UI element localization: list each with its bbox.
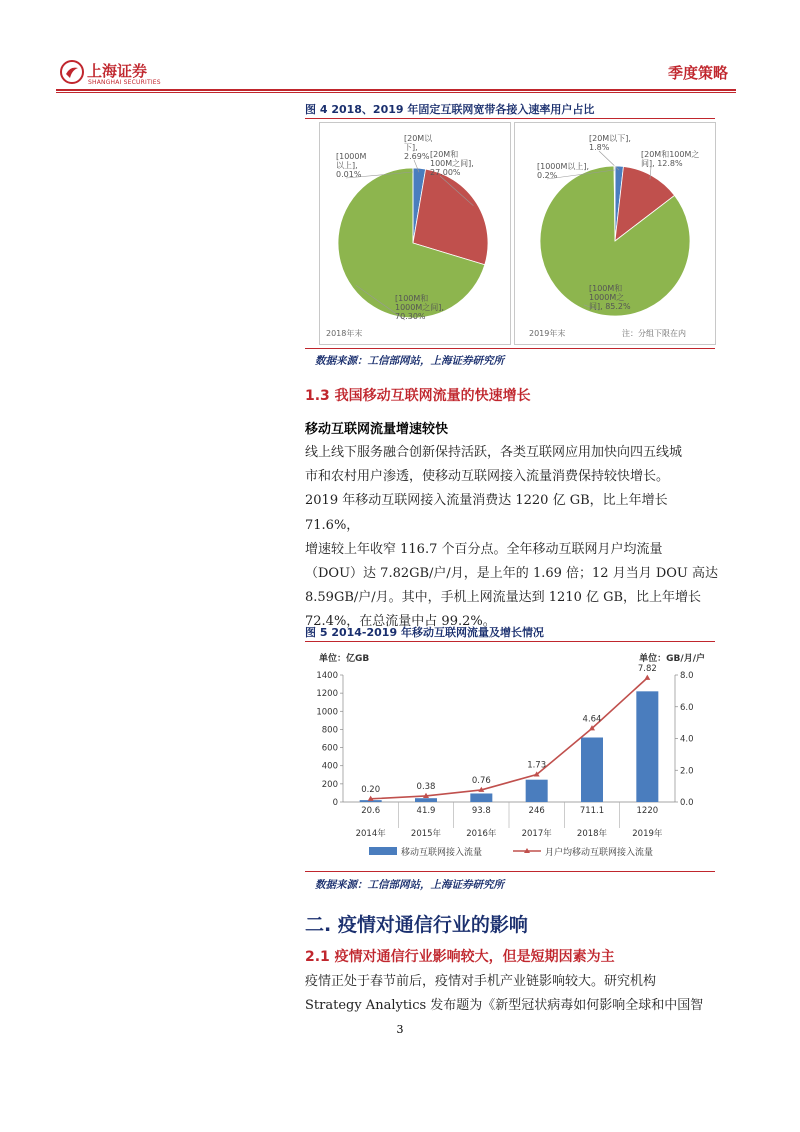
pie-slice-label: [404, 134, 433, 161]
left-tick-label: 200: [321, 779, 338, 790]
traffic-combo-chart: [305, 645, 715, 867]
bar: [470, 793, 492, 802]
line-value-label: 7.82: [637, 663, 657, 674]
paragraph-line: Strategy Analytics 发布题为《新型冠状病毒如何影响全球和中国智: [305, 998, 704, 1014]
paragraph-line: 2019 年移动互联网接入流量消费达 1220 亿 GB，比上年增长 71.6%，: [305, 493, 668, 533]
legend-bar-swatch: [369, 847, 397, 855]
logo: [60, 58, 170, 88]
line-value-label: 0.38: [416, 781, 436, 792]
bar-value-label: 93.8: [471, 806, 491, 816]
pie-slice-label-line: 70.30%: [395, 312, 426, 321]
bar: [581, 737, 603, 802]
pie-2018-year-label: 2018年末: [326, 329, 363, 338]
pie-slice-label-line: [1000M以上],: [537, 162, 590, 171]
pie-slice-label-line: 0.2%: [537, 171, 558, 180]
bar-value-label: 41.9: [416, 806, 436, 816]
paragraph-line: 8.59GB/户/月。其中，手机上网流量达到 1210 亿 GB，比上年增长: [305, 590, 702, 606]
line-series: [371, 678, 648, 799]
right-tick-label: 6.0: [680, 702, 694, 713]
bar-value-label: 711.1: [579, 806, 605, 816]
pie-slice-label-line: 2.69%: [404, 152, 430, 161]
pie-2019-svg: [515, 123, 715, 344]
line-point: [644, 675, 650, 680]
pie-2019-year-label: 2019年末: [529, 329, 566, 338]
category-label: 2019年: [632, 829, 663, 839]
pie-slice-label: [589, 134, 631, 152]
left-tick-label: 800: [321, 725, 338, 736]
figure4-caption: 图 4 2018、2019 年固定互联网宽带各接入速率用户占比: [305, 103, 595, 116]
pie-slice-label-line: 以上],: [336, 161, 358, 170]
header-rule-thin: [56, 92, 736, 93]
left-tick-label: 1000: [316, 707, 338, 718]
category-label: 2017年: [521, 829, 552, 839]
paragraph-line: 72.4%，在总流量中占 99.2%。: [305, 614, 496, 630]
pie-slice-label-line: [20M和: [430, 150, 459, 159]
figure4-source-rule: [305, 348, 715, 349]
pie-slice-label-line: [100M和: [395, 294, 429, 303]
pie-slice-label-line: 1.8%: [589, 143, 610, 152]
pie-slice-label-line: [20M以下],: [589, 134, 631, 143]
bar: [415, 798, 437, 802]
paragraph-line: 线上线下服务融合创新保持活跃，各类互联网应用加快向四五线城: [305, 445, 683, 460]
paragraph-line: 市和农村用户渗透，使移动互联网接入流量消费保持较快增长。: [305, 469, 670, 485]
figure5-source: 数据来源：工信部网站，上海证券研究所: [315, 879, 504, 891]
pie-slice-label-line: 1000M之间],: [395, 303, 444, 312]
bar-value-label: 246: [528, 806, 545, 816]
line-value-label: 0.20: [361, 784, 381, 795]
pie-slice-label: [641, 149, 699, 168]
left-tick-label: 600: [321, 743, 338, 754]
right-axis-unit: 单位：GB/月/户: [639, 654, 705, 664]
line-value-label: 0.76: [471, 775, 491, 786]
pie-slice-label: [336, 152, 366, 179]
legend-bar-label: 移动互联网接入流量: [401, 848, 483, 858]
left-tick-label: 1400: [316, 671, 338, 681]
pie-slice-label-line: 间], 12.8%: [641, 159, 683, 168]
pie-slice-label-line: [100M和: [589, 284, 623, 293]
pie-chart-2019: [514, 122, 716, 345]
section-1-3-paragraph: [305, 441, 725, 635]
right-tick-label: 2.0: [680, 766, 694, 777]
logo-english: SHANGHAI SECURITIES: [88, 79, 161, 86]
pie-slice-label-line: 27.00%: [430, 168, 461, 177]
section-2-1-paragraph: [305, 970, 725, 1018]
header-rule: [56, 89, 736, 91]
bar: [526, 780, 548, 802]
left-tick-label: 1200: [316, 689, 338, 700]
figure5-rule: [305, 641, 715, 642]
paragraph-line: 疫情正处于春节前后，疫情对手机产业链影响较大。研究机构: [305, 974, 657, 989]
pie-slice-label-line: [1000M: [336, 152, 367, 161]
left-axis-unit: 单位：亿GB: [319, 654, 370, 664]
left-tick-label: 400: [321, 761, 338, 772]
category-label: 2015年: [410, 829, 442, 839]
figure5-source-rule: [305, 871, 715, 872]
page-number: 3: [396, 1023, 404, 1036]
pie-slice-label: [430, 149, 474, 177]
right-tick-label: 0.0: [680, 798, 694, 808]
section-1-3-title: 1.3 我国移动互联网流量的快速增长: [305, 388, 531, 404]
pie-slice-label-line: 下],: [404, 143, 418, 152]
report-type: 季度策略: [667, 64, 728, 82]
pie-slice-label-line: [20M和100M之: [641, 150, 700, 159]
pie-slice-label-line: [20M以: [404, 134, 433, 143]
pie-2018-svg: [320, 123, 510, 344]
category-label: 2014年: [355, 829, 386, 839]
logo-emblem-icon: [60, 60, 84, 84]
left-tick-label: 0: [332, 798, 338, 808]
pie-slice-label-line: 1000M之: [589, 293, 625, 302]
line-value-label: 4.64: [582, 714, 602, 725]
section-2-title: 二. 疫情对通信行业的影响: [305, 914, 528, 936]
legend-line-label: 月户均移动互联网接入流量: [545, 848, 654, 858]
line-value-label: 1.73: [527, 760, 547, 771]
pie-slice-label-line: 0.01%: [336, 170, 362, 179]
bar-value-label: 1220: [636, 806, 659, 816]
category-label: 2018年: [576, 829, 608, 839]
pie-slice-label-line: 100M之间],: [430, 159, 474, 168]
right-tick-label: 8.0: [680, 671, 694, 681]
paragraph-line: （DOU）达 7.82GB/户/月，是上年的 1.69 倍；12 月当月 DOU 高达: [305, 566, 718, 582]
category-label: 2016年: [466, 829, 497, 839]
figure4-source: 数据来源：工信部网站，上海证券研究所: [315, 355, 504, 367]
section-2-1-title: 2.1 疫情对通信行业影响较大，但是短期因素为主: [305, 949, 615, 965]
pie-chart-2018: [319, 122, 511, 345]
figure4-rule: [305, 118, 715, 119]
pie-slice-label-line: 间], 85.2%: [589, 302, 631, 311]
bar-value-label: 20.6: [361, 806, 381, 816]
logo-name: 上海证券: [87, 62, 148, 80]
bar: [636, 691, 658, 802]
figure5-caption: 图 5 2014-2019 年移动互联网流量及增长情况: [305, 626, 544, 639]
section-1-3-subtitle: 移动互联网流量增速较快: [305, 422, 449, 437]
right-tick-label: 4.0: [680, 734, 694, 745]
pie-2019-note: 注：分组下限在内: [622, 329, 686, 338]
paragraph-line: 增速较上年收窄 116.7 个百分点。全年移动互联网月户均流量: [305, 541, 663, 557]
